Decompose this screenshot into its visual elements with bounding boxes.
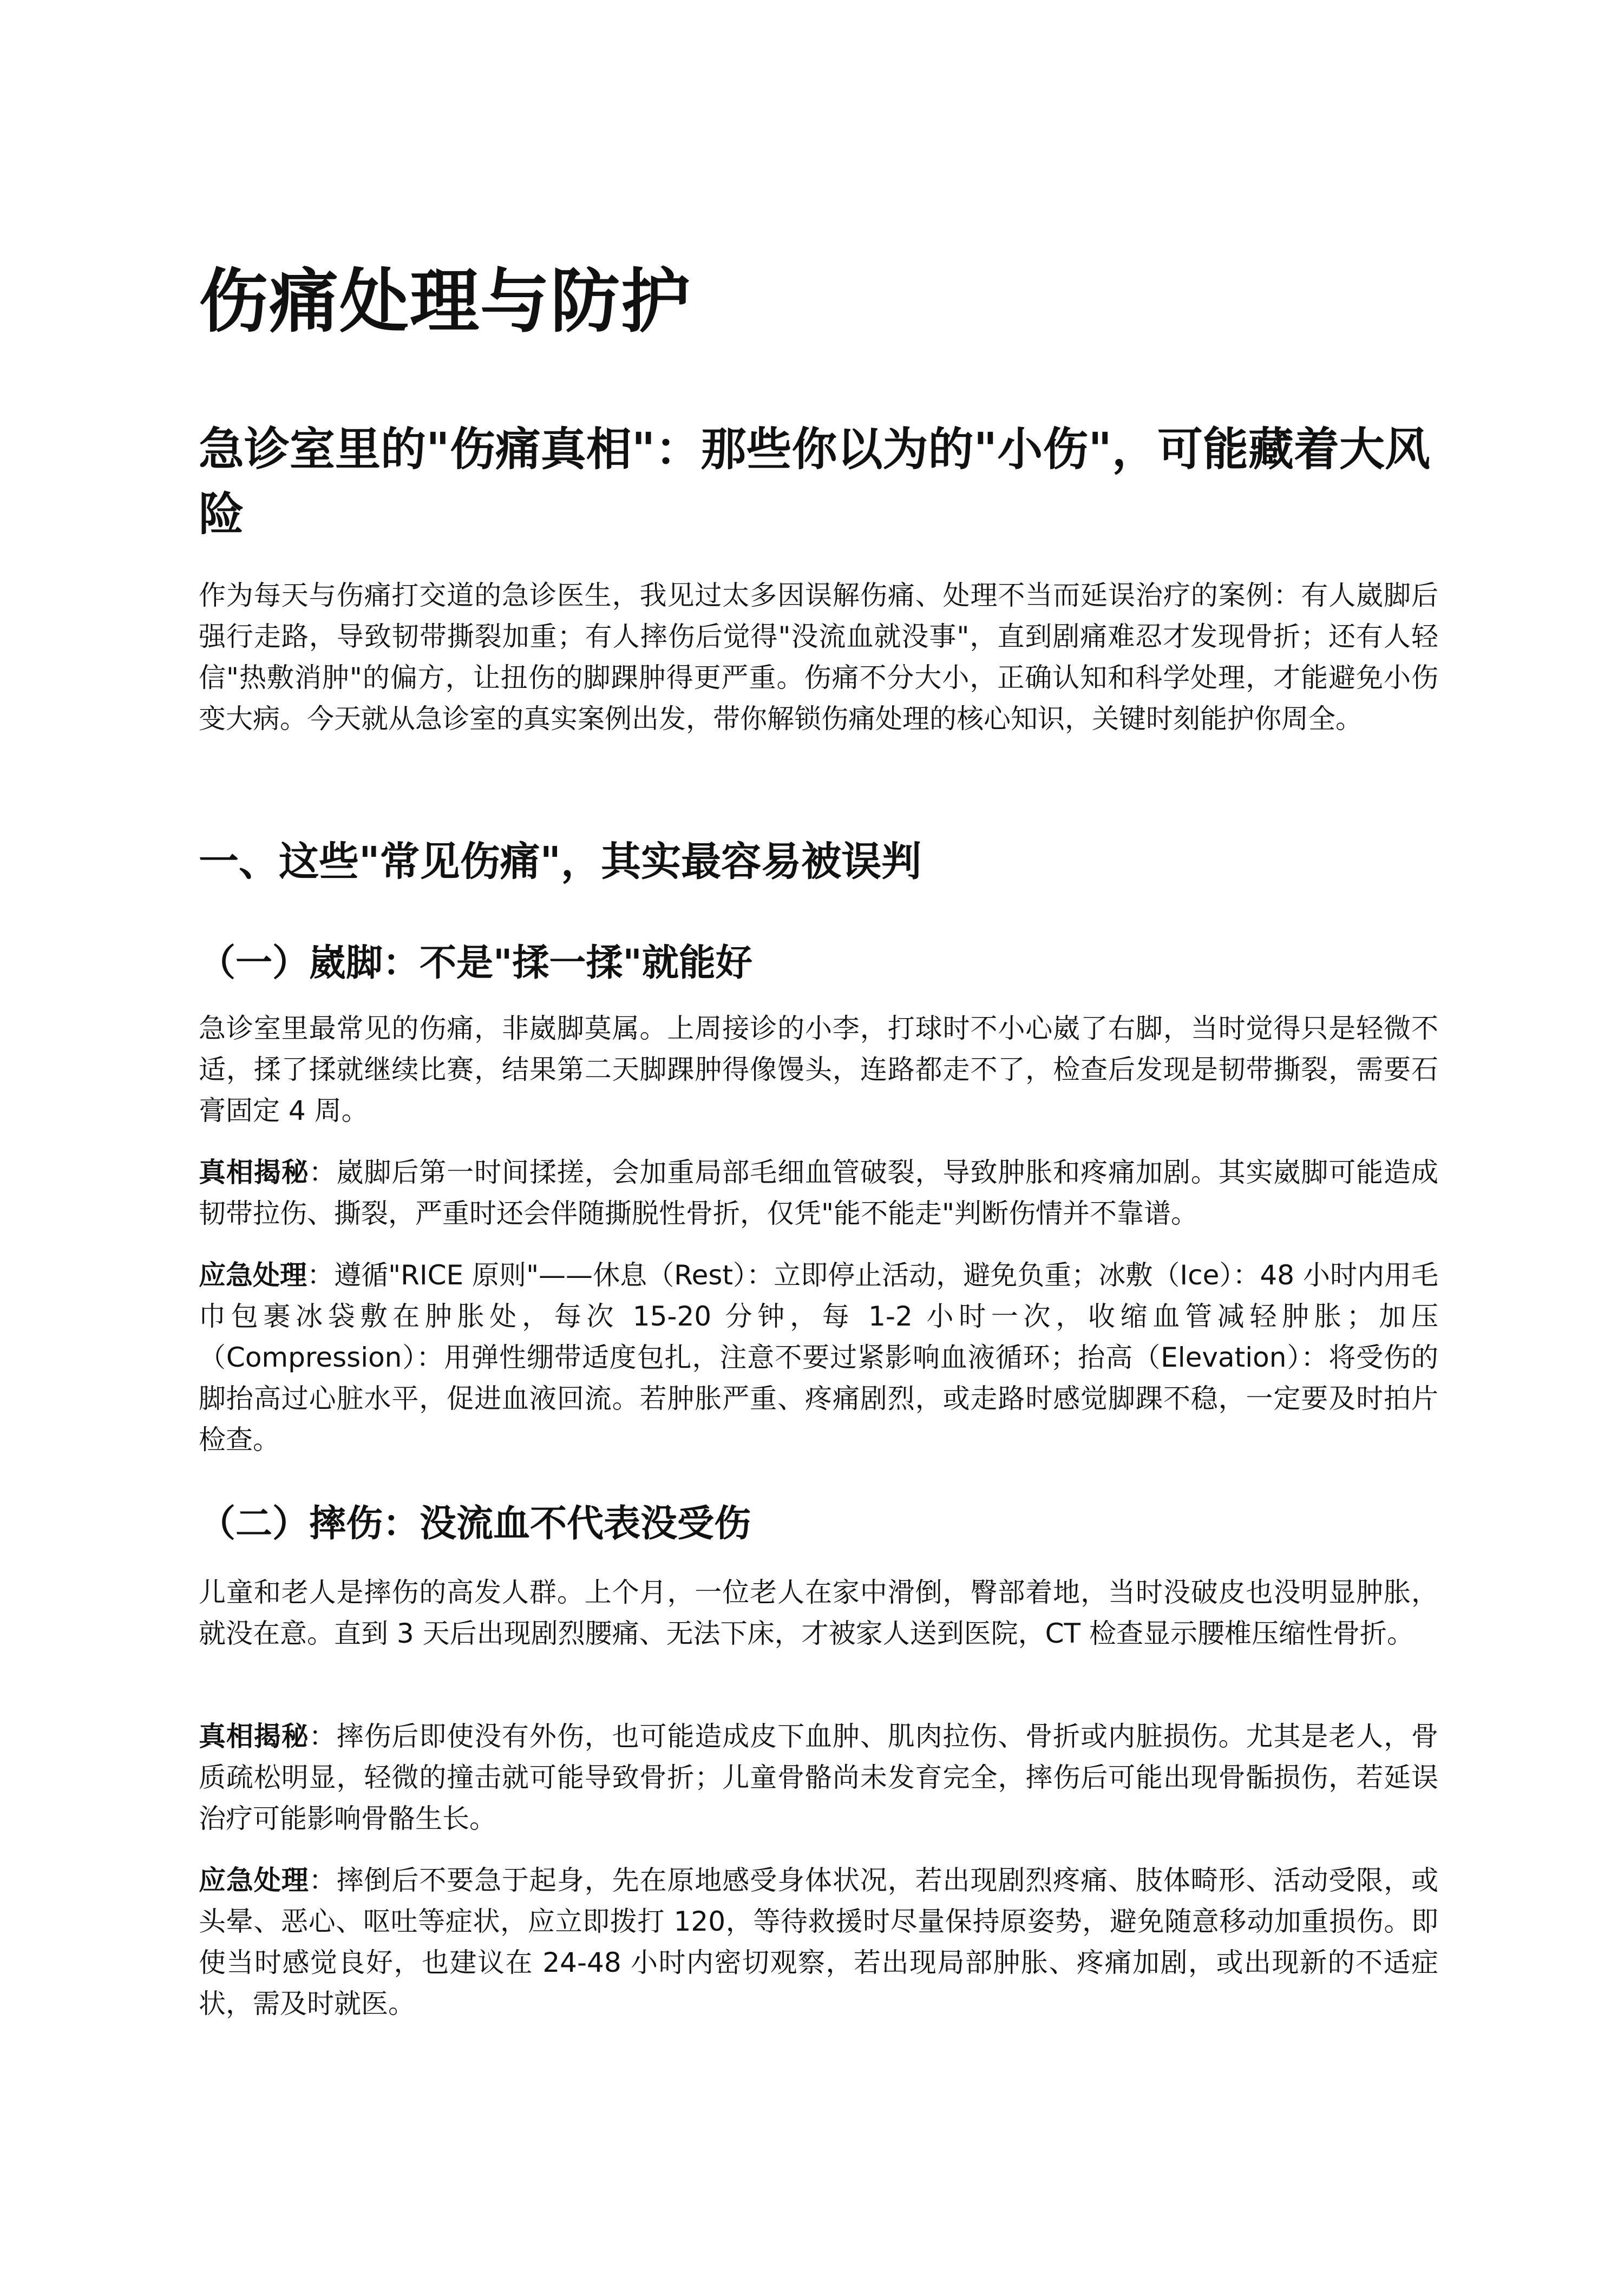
first-aid-paragraph	[199, 1860, 1438, 2024]
article-title: 急诊室里的"伤痛真相"：那些你以为的"小伤"，可能藏着大风险	[199, 423, 1431, 541]
subsection-heading: （二）摔伤：没流血不代表没受伤	[199, 1503, 751, 1545]
truth-paragraph	[199, 1152, 1438, 1234]
intro-paragraph: 作为每天与伤痛打交道的急诊医生，我见过太多因误解伤痛、处理不当而延误治疗的案例：有人崴脚后强行走路，导致韧带撕裂加重；有人摔伤后觉得"没流血就没事"，直到剧痛难忍才发现骨折；还有人轻信"热敷消肿"的偏方，让扭伤的脚踝肿得更严重。伤痛不分大小，正确认知和科学处理，才能避免小伤变大病。今天就从急诊室的真实案例出发，带你解锁伤痛处理的核心知识，关键时刻能护你周全。	[199, 580, 1438, 734]
section-heading: 一、这些"常见伤痛"，其实最容易被误判	[199, 838, 922, 885]
first-aid-text: ：遵循"RICE 原则"——休息（Rest）：立即停止活动，避免负重；冰敷（Ice）：48 小时内用毛巾包裹冰袋敷在肿胀处，每次 15-20 分钟，每 1-2 小时一次，收缩血管减轻肿胀；加压（Compression）：用弹性绷带适度包扎，注意不要过紧影响血液循环；抬高（Elevation）：将受伤的脚抬高过心脏水平，促进血液回流。若肿胀严重、疼痛剧烈，或走路时感觉脚踝不稳，一定要及时拍片检查。	[199, 1259, 1439, 1455]
first-aid-text: ：摔倒后不要急于起身，先在原地感受身体状况，若出现剧烈疼痛、肢体畸形、活动受限，或头晕、恶心、呕吐等症状，应立即拨打 120，等待救援时尽量保持原姿势，避免随意移动加重损伤。即使当时感觉良好，也建议在 24-48 小时内密切观察，若出现局部肿胀、疼痛加剧，或出现新的不适症状，需及时就医。	[199, 1865, 1439, 2019]
truth-text: ：摔伤后即使没有外伤，也可能造成皮下血肿、肌肉拉伤、骨折或内脏损伤。尤其是老人，骨质疏松明显，轻微的撞击就可能导致骨折；儿童骨骼尚未发育完全，摔伤后可能出现骨骺损伤，若延误治疗可能影响骨骼生长。	[199, 1721, 1439, 1834]
first-aid-label: 应急处理	[199, 1259, 307, 1291]
truth-label: 真相揭秘	[199, 1721, 309, 1752]
truth-text: ：崴脚后第一时间揉搓，会加重局部毛细血管破裂，导致肿胀和疼痛加剧。其实崴脚可能造成韧带拉伤、撕裂，严重时还会伴随撕脱性骨折，仅凭"能不能走"判断伤情并不靠谱。	[199, 1157, 1439, 1229]
truth-paragraph	[199, 1716, 1438, 1839]
truth-label: 真相揭秘	[199, 1157, 309, 1188]
subsection-heading: （一）崴脚：不是"揉一揉"就能好	[199, 942, 752, 985]
first-aid-label: 应急处理	[199, 1865, 309, 1896]
first-aid-paragraph	[199, 1255, 1438, 1460]
case-paragraph: 急诊室里最常见的伤痛，非崴脚莫属。上周接诊的小李，打球时不小心崴了右脚，当时觉得只是轻微不适，揉了揉就继续比赛，结果第二天脚踝肿得像馒头，连路都走不了，检查后发现是韧带撕裂，需要石膏固定 4 周。	[199, 1013, 1438, 1126]
document-title: 伤痛处理与防护	[199, 261, 692, 342]
case-paragraph: 儿童和老人是摔伤的高发人群。上个月，一位老人在家中滑倒，臀部着地，当时没破皮也没明显肿胀，就没在意。直到 3 天后出现剧烈腰痛、无法下床，才被家人送到医院，CT 检查显示腰椎压缩性骨折。	[199, 1577, 1438, 1649]
